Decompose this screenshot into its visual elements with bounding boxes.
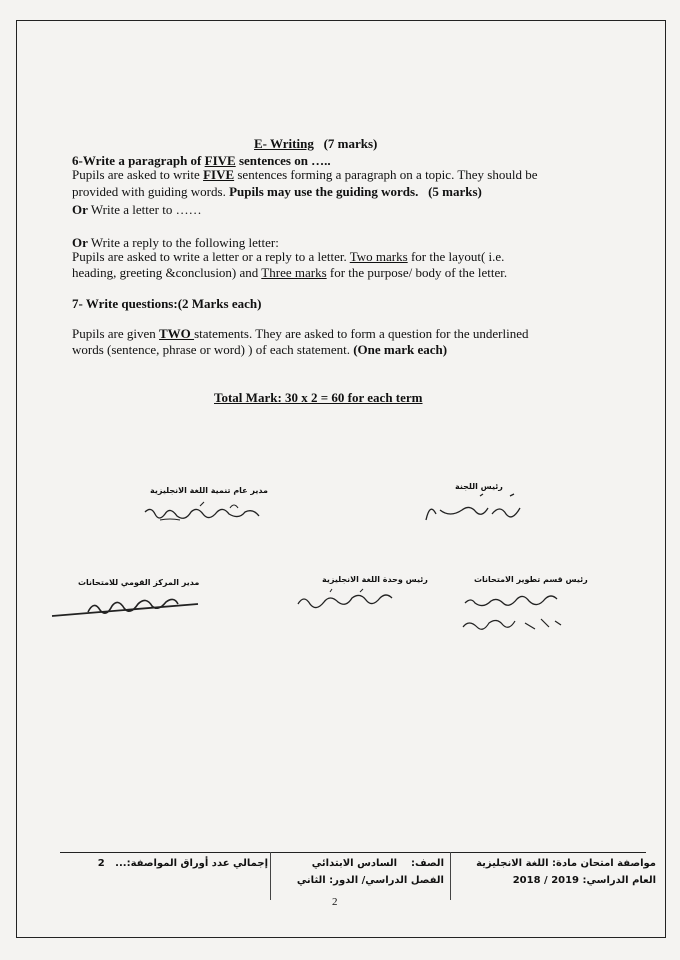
q6-line2: provided with guiding words. Pupils may use the guiding words. (5 marks) (72, 184, 482, 199)
footer-term: الفصل الدراسي/ الدور: الثاني (296, 875, 444, 886)
english-unit-head-signature (290, 586, 410, 616)
exam-dev-head-label: رئيس قسم تطوير الامتحانات (474, 575, 588, 584)
general-director-label: مدير عام تنمية اللغة الانجليزية (150, 486, 268, 495)
footer-spec-title: مواصفة امتحان مادة: اللغة الانجليزية (476, 858, 656, 869)
page-number: 2 (332, 896, 338, 908)
q6-line1: Pupils are asked to write FIVE sentences forming a paragraph on a topic. They should be (72, 167, 538, 182)
q6-line4: heading, greeting &conclusion) and Three marks for the purpose/ body of the letter. (72, 265, 508, 280)
committee-head-label: رئيس اللجنة (455, 482, 503, 491)
section-marks: (7 marks) (323, 136, 378, 151)
q7-line2: words (sentence, phrase or word) ) of each statement. (One mark each) (72, 342, 448, 357)
footer-grade: الصف: السادس الابتدائي (311, 858, 444, 869)
footer-divider (60, 852, 646, 853)
q6-or-reply: Or Write a reply to the following letter: (72, 235, 279, 250)
english-unit-head-label: رئيس وحدة اللغة الانجليزية (322, 575, 428, 584)
footer-divider-v2 (270, 852, 271, 900)
national-center-director-label: مدير المركز القومي للامتحانات (78, 578, 200, 587)
committee-head-signature (420, 490, 530, 526)
general-director-signature (140, 498, 280, 526)
q6-heading: 6-Write a paragraph of FIVE sentences on ….. (72, 153, 331, 168)
q6-line3: Pupils are asked to write a letter or a reply to a letter. Two marks for the layout( i.e. (72, 249, 505, 264)
section-title: E- Writing (254, 136, 314, 151)
exam-dev-head-signature (455, 585, 575, 635)
national-center-director-signature (48, 592, 208, 622)
q7-line1: Pupils are given TWO statements. They are asked to form a question for the underlined (72, 326, 529, 341)
total-mark: Total Mark: 30 x 2 = 60 for each term (214, 390, 423, 405)
section-heading (254, 136, 377, 152)
footer-divider-v1 (450, 852, 451, 900)
q7-heading: 7- Write questions:(2 Marks each) (72, 296, 262, 311)
footer-school-year: العام الدراسي: 2019 / 2018 (512, 875, 656, 886)
footer-total-pages: إجمالي عدد أوراق المواصفة:... 2 (97, 858, 268, 869)
q6-or-letter: Or Write a letter to …… (72, 202, 202, 217)
